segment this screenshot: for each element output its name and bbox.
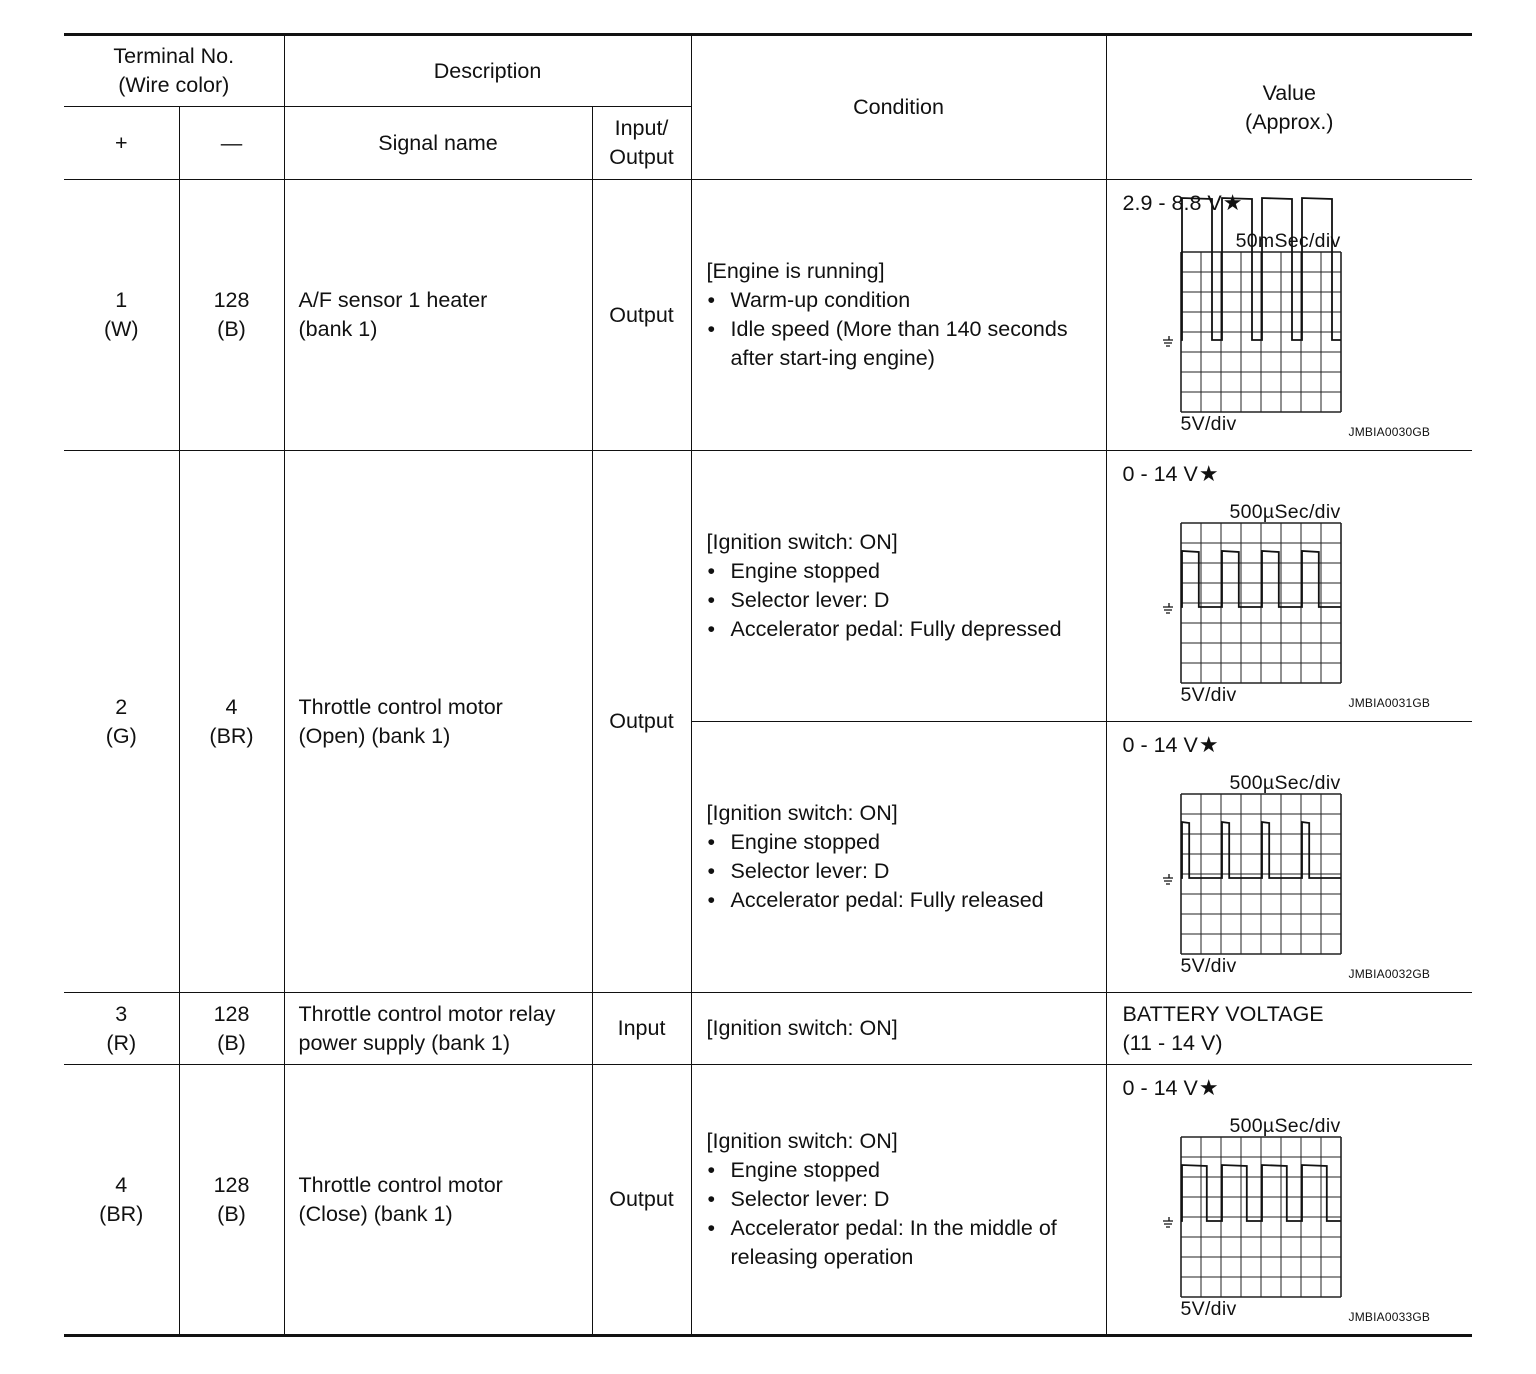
wire-color: (R) — [106, 1030, 137, 1055]
condition-heading: [Ignition switch: ON] — [706, 1129, 898, 1153]
condition-item: • Idle speed (More than 140 seconds after start-ing engine) — [707, 315, 1100, 373]
value-cell — [1106, 722, 1472, 993]
wire-color: (BR) — [209, 723, 254, 748]
plus-header: + — [64, 107, 179, 180]
signal-name — [284, 993, 592, 1065]
time-scale-label: 50mSec/div — [1235, 230, 1341, 252]
oscilloscope-grid — [1159, 1137, 1349, 1299]
condition-item: • Selector lever: D — [707, 857, 1100, 886]
description-header: Description — [284, 35, 691, 107]
terminal-number: 1 — [115, 288, 128, 312]
signal-name-line: (bank 1) — [298, 317, 378, 341]
condition-list — [707, 1156, 1100, 1272]
wire-color: (B) — [217, 317, 246, 341]
battery-voltage-range: (11 - 14 V) — [1122, 1030, 1223, 1055]
ground-icon — [1163, 874, 1173, 884]
condition-list — [707, 828, 1100, 915]
condition-item: • Engine stopped — [707, 1156, 1100, 1185]
star-icon: ★ — [1198, 1075, 1219, 1100]
voltage-scale-label: 5V/div — [1180, 1298, 1237, 1320]
table-row — [64, 1065, 1472, 1336]
input-output: Input — [592, 993, 691, 1065]
table-row — [64, 993, 1472, 1065]
condition — [691, 451, 1106, 722]
wire-color: (G) — [105, 723, 137, 748]
condition-heading: [Ignition switch: ON] — [706, 530, 898, 554]
input-output: Output — [592, 1065, 691, 1336]
minus-terminal — [179, 993, 284, 1065]
oscilloscope-grid — [1159, 252, 1349, 414]
signal-name — [284, 451, 592, 993]
table-row — [64, 180, 1472, 451]
figure-code: JMBIA0033GB — [1348, 1310, 1431, 1324]
condition-heading: [Ignition switch: ON] — [706, 1016, 898, 1040]
io-header-line2: Output — [609, 145, 674, 169]
condition-item: • Accelerator pedal: Fully depressed — [707, 615, 1100, 644]
condition — [691, 722, 1106, 993]
time-scale-label: 500µSec/div — [1229, 772, 1341, 794]
condition-header: Condition — [691, 35, 1106, 180]
ground-icon — [1163, 336, 1173, 346]
value-range-text: 2.9 - 8.8 V — [1122, 191, 1222, 215]
battery-voltage-label: BATTERY VOLTAGE — [1122, 1001, 1324, 1026]
oscilloscope-figure — [1107, 722, 1473, 992]
condition-item: • Selector lever: D — [707, 586, 1100, 615]
ground-icon — [1163, 603, 1173, 613]
signal-name-header: Signal name — [284, 107, 592, 180]
star-icon: ★ — [1222, 190, 1243, 215]
terminal-number: 4 — [115, 1172, 128, 1197]
value-label: Value — [1262, 80, 1316, 105]
signal-name-line: power supply (bank 1) — [298, 1030, 511, 1055]
value-cell — [1106, 180, 1472, 451]
ecm-terminal-table — [64, 33, 1472, 1337]
voltage-scale-label: 5V/div — [1180, 955, 1237, 977]
condition-item: • Warm-up condition — [707, 286, 1100, 315]
condition — [691, 180, 1106, 451]
oscilloscope-grid — [1159, 523, 1349, 685]
time-scale-label: 500µSec/div — [1229, 1115, 1341, 1137]
signal-name-line: (Close) (bank 1) — [298, 1201, 453, 1226]
signal-name — [284, 180, 592, 451]
io-header-line1: Input/ — [614, 116, 669, 140]
star-icon: ★ — [1198, 461, 1219, 486]
signal-name — [284, 1065, 592, 1336]
terminal-number: 4 — [225, 694, 238, 719]
value-cell — [1106, 993, 1472, 1065]
condition-item: • Engine stopped — [707, 828, 1100, 857]
value-range-text: 0 - 14 V — [1122, 1076, 1198, 1100]
condition-heading: [Engine is running] — [706, 259, 885, 283]
plus-terminal — [64, 993, 179, 1065]
minus-header: — — [179, 107, 284, 180]
condition-list — [707, 286, 1100, 373]
plus-terminal — [64, 1065, 179, 1336]
terminal-number: 128 — [213, 288, 250, 312]
value-range-text: 0 - 14 V — [1122, 462, 1198, 486]
minus-terminal — [179, 451, 284, 993]
value-cell — [1106, 1065, 1472, 1336]
oscilloscope-figure — [1107, 1065, 1473, 1335]
wire-color-label: (Wire color) — [118, 73, 230, 97]
terminal-number: 128 — [213, 1001, 250, 1026]
condition-item: • Accelerator pedal: Fully released — [707, 886, 1100, 915]
value-cell — [1106, 451, 1472, 722]
wire-color: (W) — [103, 317, 139, 341]
value-header — [1106, 35, 1472, 180]
minus-terminal — [179, 1065, 284, 1336]
ground-icon — [1163, 1217, 1173, 1227]
wire-color: (BR) — [99, 1201, 144, 1226]
oscilloscope-figure — [1107, 180, 1473, 450]
condition-item: • Selector lever: D — [707, 1185, 1100, 1214]
signal-name-line: (Open) (bank 1) — [298, 723, 451, 748]
star-icon: ★ — [1198, 732, 1219, 757]
signal-name-line: Throttle control motor — [298, 1172, 503, 1197]
condition — [691, 1065, 1106, 1336]
input-output: Output — [592, 451, 691, 993]
oscilloscope-figure — [1107, 451, 1473, 721]
condition-item: • Accelerator pedal: In the middle of releasing operation — [707, 1214, 1100, 1272]
terminal-number: 128 — [213, 1172, 250, 1197]
condition-heading: [Ignition switch: ON] — [706, 801, 898, 825]
input-output-header — [592, 107, 691, 180]
terminal-no-header — [64, 35, 284, 107]
signal-name-line: Throttle control motor — [298, 694, 503, 719]
wire-color: (B) — [217, 1030, 246, 1055]
condition — [691, 993, 1106, 1065]
voltage-scale-label: 5V/div — [1180, 684, 1237, 706]
signal-name-line: A/F sensor 1 heater — [298, 288, 488, 312]
figure-code: JMBIA0031GB — [1348, 696, 1431, 710]
input-output: Output — [592, 180, 691, 451]
terminal-number: 2 — [115, 694, 128, 719]
plus-terminal — [64, 451, 179, 993]
minus-terminal — [179, 180, 284, 451]
plus-terminal — [64, 180, 179, 451]
signal-name-line: Throttle control motor relay — [298, 1001, 556, 1026]
figure-code: JMBIA0030GB — [1348, 425, 1431, 439]
oscilloscope-grid — [1159, 794, 1349, 956]
value-range-text: 0 - 14 V — [1122, 733, 1198, 757]
figure-code: JMBIA0032GB — [1348, 967, 1431, 981]
voltage-scale-label: 5V/div — [1180, 413, 1237, 435]
terminal-no-label: Terminal No. — [113, 44, 235, 68]
terminal-number: 3 — [115, 1001, 128, 1026]
table-row — [64, 451, 1472, 722]
condition-list — [707, 557, 1100, 644]
wire-color: (B) — [217, 1201, 246, 1226]
value-approx-label: (Approx.) — [1245, 109, 1334, 134]
condition-item: • Engine stopped — [707, 557, 1100, 586]
time-scale-label: 500µSec/div — [1229, 501, 1341, 523]
